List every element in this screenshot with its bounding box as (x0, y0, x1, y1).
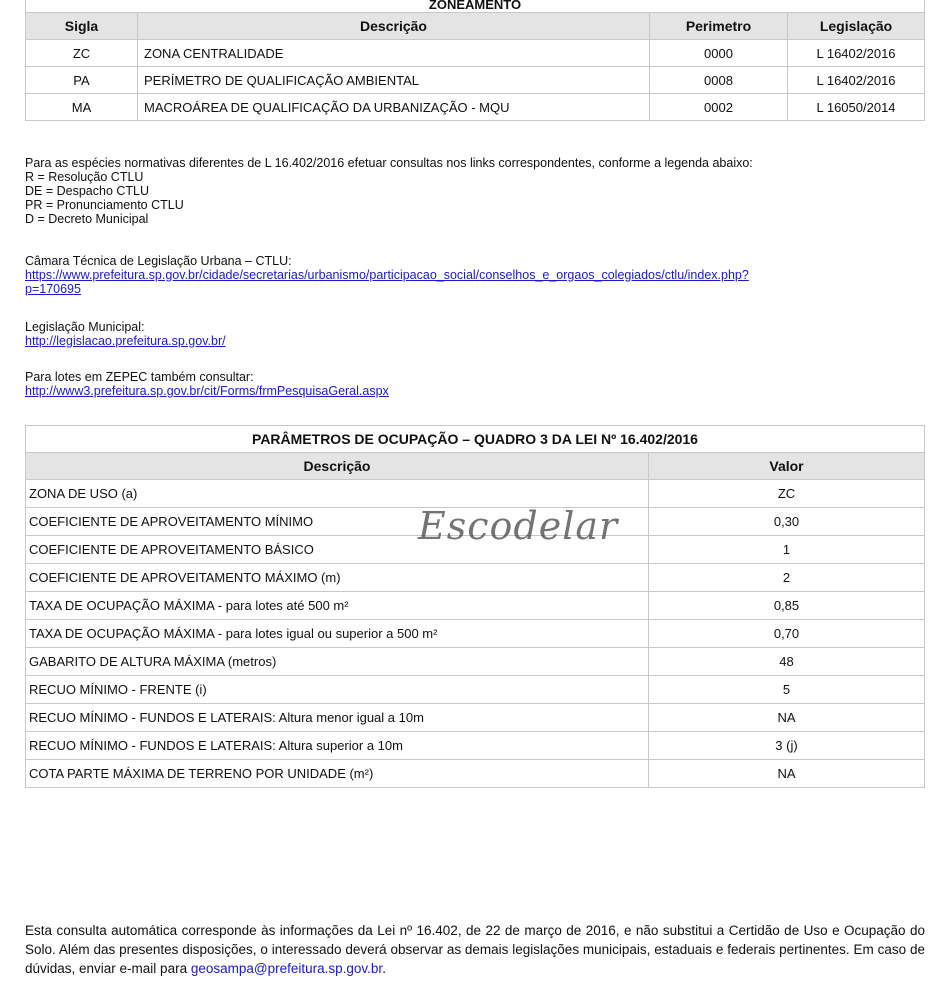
legend-item: R = Resolução CTLU (25, 170, 144, 184)
cell-descricao: COTA PARTE MÁXIMA DE TERRENO POR UNIDADE (m²) (26, 760, 649, 788)
watermark: Escodelar (418, 504, 619, 548)
cell-legislacao: L 16402/2016 (788, 40, 925, 67)
footer-text: Esta consulta automática corresponde às informações da Lei nº 16.402, de 22 de março de 2016, e não substitui a Certidão de Uso e Ocupação do Solo. Além das presentes disposições, o interessado deverá observar as demais legislações municipais, estaduais e federais pertinentes. Em caso de dúvidas, enviar e-mail para (25, 923, 925, 976)
table-row (26, 40, 925, 67)
cell-descricao: RECUO MÍNIMO - FUNDOS E LATERAIS: Altura menor igual a 10m (26, 704, 649, 732)
legislacao-block (25, 320, 226, 348)
col-header-descricao: Descrição (138, 13, 650, 40)
cell-valor: 0,85 (649, 592, 925, 620)
cell-valor: 2 (649, 564, 925, 592)
cell-sigla: PA (26, 67, 138, 94)
zepec-block (25, 370, 389, 398)
cell-valor: 1 (649, 536, 925, 564)
cell-descricao: TAXA DE OCUPAÇÃO MÁXIMA - para lotes até 500 m² (26, 592, 649, 620)
table-row (26, 94, 925, 121)
cell-descricao: ZONA CENTRALIDADE (138, 40, 650, 67)
cell-descricao: COEFICIENTE DE APROVEITAMENTO MÁXIMO (m) (26, 564, 649, 592)
col-header-sigla: Sigla (26, 13, 138, 40)
col-header-perimetro: Perimetro (650, 13, 788, 40)
col-header-legislacao: Legislação (788, 13, 925, 40)
cell-valor: 48 (649, 648, 925, 676)
legend-item: DE = Despacho CTLU (25, 184, 150, 198)
ctlu-link-line1: https://www.prefeitura.sp.gov.br/cidade/secretarias/urbanismo/participacao_social/conselhos_e_orgaos_colegiados/ctlu/index.php? (25, 268, 749, 282)
cell-descricao: MACROÁREA DE QUALIFICAÇÃO DA URBANIZAÇÃO - MQU (138, 94, 650, 121)
table-row (26, 704, 925, 732)
table-row (26, 620, 925, 648)
ctlu-label: Câmara Técnica de Legislação Urbana – CTLU: (25, 254, 292, 268)
zoneamento-title: ZONEAMENTO (26, 0, 925, 13)
parametros-title: PARÂMETROS DE OCUPAÇÃO – QUADRO 3 DA LEI Nº 16.402/2016 (26, 426, 925, 453)
legend-block (25, 156, 753, 226)
table-row (26, 648, 925, 676)
cell-descricao: RECUO MÍNIMO - FRENTE (i) (26, 676, 649, 704)
cell-valor: NA (649, 704, 925, 732)
table-row (26, 732, 925, 760)
cell-valor: 0,70 (649, 620, 925, 648)
footer-end: . (382, 961, 386, 976)
cell-perimetro: 0000 (650, 40, 788, 67)
cell-sigla: MA (26, 94, 138, 121)
ctlu-block (25, 254, 749, 296)
table-row (26, 564, 925, 592)
cell-perimetro: 0008 (650, 67, 788, 94)
cell-legislacao: L 16402/2016 (788, 67, 925, 94)
table-row (26, 676, 925, 704)
cell-descricao: ZONA DE USO (a) (26, 480, 649, 508)
footer-disclaimer (25, 921, 925, 978)
cell-perimetro: 0002 (650, 94, 788, 121)
zoneamento-table (25, 0, 925, 121)
cell-descricao: COEFICIENTE DE APROVEITAMENTO BÁSICO (26, 536, 649, 564)
legislacao-label: Legislação Municipal: (25, 320, 145, 334)
ctlu-link-line2: p=170695 (25, 282, 81, 296)
table-row (26, 67, 925, 94)
ctlu-link[interactable] (25, 268, 749, 296)
legislacao-link[interactable]: http://legislacao.prefeitura.sp.gov.br/ (25, 334, 226, 348)
cell-valor: ZC (649, 480, 925, 508)
legend-item: PR = Pronunciamento CTLU (25, 198, 184, 212)
legend-item: D = Decreto Municipal (25, 212, 149, 226)
table-row (26, 760, 925, 788)
cell-descricao: COEFICIENTE DE APROVEITAMENTO MÍNIMO (26, 508, 649, 536)
cell-descricao: TAXA DE OCUPAÇÃO MÁXIMA - para lotes igual ou superior a 500 m² (26, 620, 649, 648)
zepec-label: Para lotes em ZEPEC também consultar: (25, 370, 254, 384)
col-header-valor: Valor (649, 453, 925, 480)
footer-email-link[interactable]: geosampa@prefeitura.sp.gov.br (190, 961, 383, 976)
cell-descricao: GABARITO DE ALTURA MÁXIMA (metros) (26, 648, 649, 676)
cell-valor: NA (649, 760, 925, 788)
cell-valor: 3 (j) (649, 732, 925, 760)
parametros-table (25, 425, 925, 788)
zepec-link[interactable]: http://www3.prefeitura.sp.gov.br/cit/Forms/frmPesquisaGeral.aspx (25, 384, 389, 398)
cell-legislacao: L 16050/2014 (788, 94, 925, 121)
cell-descricao: PERÍMETRO DE QUALIFICAÇÃO AMBIENTAL (138, 67, 650, 94)
legend-intro: Para as espécies normativas diferentes de L 16.402/2016 efetuar consultas nos links correspondentes, conforme a legenda abaixo: (25, 156, 753, 170)
cell-descricao: RECUO MÍNIMO - FUNDOS E LATERAIS: Altura superior a 10m (26, 732, 649, 760)
table-row (26, 592, 925, 620)
cell-valor: 0,30 (649, 508, 925, 536)
cell-sigla: ZC (26, 40, 138, 67)
col-header-descricao: Descrição (26, 453, 649, 480)
cell-valor: 5 (649, 676, 925, 704)
